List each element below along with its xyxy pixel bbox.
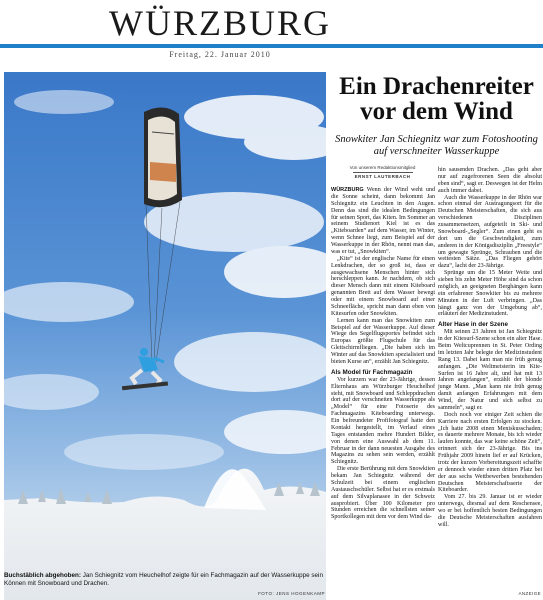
paragraph: hin sausenden Drachen. „Das geht aber nur auf zugefrorenen Seen die absolut eben sind“, sagt er. Deswegen ist der Helm auch immer dabei. (438, 167, 542, 194)
paragraph-text: Wenn der Wind weht und die Sonne scheint, dann bekommt Jan Schiegnitz ein Leuchten in den Augen. Denn das sind die idealen Bedingungen für seinen Sport, das Kiten. Im Sommer an seinem Studienort Kiel ist es das „Kiteboarden“ auf dem Wasser, im Winter, wenn Schnee liegt, zum Beispiel auf der Wasserkuppe in der Rhön, nennt man das, was er tut, „Snowkiten“. (331, 187, 435, 255)
byline-label: Von unserem Redaktionsmitglied (349, 165, 416, 170)
kite-icon (144, 107, 182, 207)
paragraph: Auch die Wasserkuppe in der Rhön war schon einmal der Austragungsort für die Deutschen Meisterschaften, die sich aus verschiedenen Disziplinen zusammensetzen, aufgeteilt in Ski- und Snowboard-„Segler“. Zum einen geht es dort um die Geschwindigkeit, zum anderen in der Königsdisziplin „Freestyle“ um gewagte Sprünge, Schrauben und die weitesten Sätze. „Das Fliegen gehört dazu“, lacht der 23-Jährige. (438, 194, 542, 270)
newspaper-section-title: WÜRZBURG (109, 3, 331, 43)
paragraph: Sprünge um die 15 Meter Weite und sieben bis zehn Meter Höhe sind da schon möglich, an geeigneten Berghängen kann ein erfahrener Snowkiter bis zu mehrere Minuten in der Luft verbringen. „Das hängt ganz von der Umgebung ab“, erläutert der Medizinstudent. (438, 270, 542, 318)
paragraph: „Kite“ ist der englische Name für einen Lenkdrachen, der so groß ist, dass er ausgewachsene Menschen hinter sich herschleppen kann. Je nachdem, ob sich dieser Mensch dann mit einem Kiteboard genannten Brett auf dem Wasser bewegt oder mit einem Snowboard auf einer Schneefläche, spricht man dann eben von Kitesurfen oder Snowkiten. (331, 255, 435, 317)
article-column-1 (331, 187, 435, 521)
paragraph: Vom 27. bis 29. Januar ist er wieder unterwegs, diesmal auf dem Reschensee, wo er bei hoffentlich besten Bedingungen die Deutsche Meisterschaften ausfahren will. (438, 494, 542, 528)
dateline-location: WÜRZBURG (331, 187, 364, 193)
paragraph: Die erste Berührung mit dem Snowkiten bekam Jan Schiegnitz während der Schulzeit bei einem englischen Austauschschüler. Selbst hat er es erstmals auf dem Silvaplanasee in der Schweiz ausprobiert. Über 100 Kilometer pro Stunden erreichen die schnellsten seiner Sportkollegen mit dem vor dem Wind da- (331, 466, 435, 521)
caption-lead: Buchstäblich abgehoben: (4, 572, 81, 579)
paragraph: Mit seinen 23 Jahren ist Jan Schiegnitz in der Kitesurf-Szene schon ein alter Hase. Beim Weltcuprennen in St. Peter Ording im letzten Jahr belegte der Medizinstudent Rang 13. Dabei kam man nie früh genug anfangen. „Die Weltmeisterin im Kite-Surfen ist 16 Jahre alt, und hat mit 13 Jahren angefangen“, erzählt der blonde junge Mann. „Man kann nie früh genug damit anfangen Erfahrungen mit dem Wind, der Natur und sich selbst zu sammeln“, sagt er. (438, 329, 542, 411)
byline-author: ERNST LAUTERBACH (354, 173, 411, 179)
article-headline: Ein Drachenreiter vor dem Wind (339, 73, 534, 125)
paragraph: Doch noch vor einiger Zeit schien die Karriere nach ersten Erfolgen zu stocken. „Ich hatte 2008 einen Meniskusschaden; es dauerte mehrere Monate, bis ich wieder laufen konnte, das war keine schöne Zeit“, erinnert sich der 23-Jährige. Bis ins Frühjahr 2009 hinein lief er auf Krücken, trotz der kurzen Vorbereitungszeit schaffte er dennoch wieder einen dritten Platz bei der aus sechs Wettbewerben bestehenden Deutschen Meisterschaftsserie der Kiteboarder. (438, 411, 542, 494)
ad-marker: ANZEIGE (518, 591, 541, 596)
byline-rule (353, 172, 413, 173)
paragraph (331, 187, 435, 256)
byline (330, 165, 435, 180)
masthead-rule (0, 44, 543, 48)
publication-date: Freitag, 22. Januar 2010 (169, 50, 271, 59)
section-heading: Als Model für Fachmagazin (331, 368, 413, 376)
photo-credit: FOTO: JENS HOGENKAMP (258, 591, 325, 596)
section-heading: Alter Hase in der Szene (438, 321, 508, 329)
paragraph: Vor kurzem war der 23-Jährige, dessen Elternhaus am Würzburger Heuchelhof steht, mit Snowboard und Schleppdrachen dort auf der verschneiten Wasserkuppe als „Model“ für eine Fotoserie des Fachmagazins Kiteboarding unterwegs. Ein befreundeter Profifotograf hatte den Kontakt hergestellt, im Verlauf eines Tages entstanden mehre Hundert Bilder, von denen eine Auswahl ab dem 11. Februar in der dann neuesten Ausgabe des Magazins zu sehen sein werden, erzählt Schiegnitz. (331, 376, 435, 466)
caption-text: Jan Schiegnitz vom Heuchelhof zeigte für ein Fachmagazin auf der Wasserkuppe sein Können mit Snowboard und Drachen. (4, 572, 323, 587)
paragraph: Lernen kann man das Snowkiten zum Beispiel auf der Wasserkuppe. Auf dieser Wiege des Segelflugsportes befindet sich Europas größte Flugschule für das Gleitschirmfliegen. „Die haben sich im Winter auf das Snowkiten spezialisiert und bieten Kurse an“, erzählt Jan Schiegnitz. (331, 317, 435, 365)
photo-caption (4, 572, 326, 588)
article-column-2 (438, 167, 542, 529)
article-subhead: Snowkiter Jan Schiegnitz war zum Fotoshooting auf verschneiter Wasserkuppe (335, 134, 538, 157)
article-photo (4, 72, 326, 600)
masthead (0, 0, 543, 64)
